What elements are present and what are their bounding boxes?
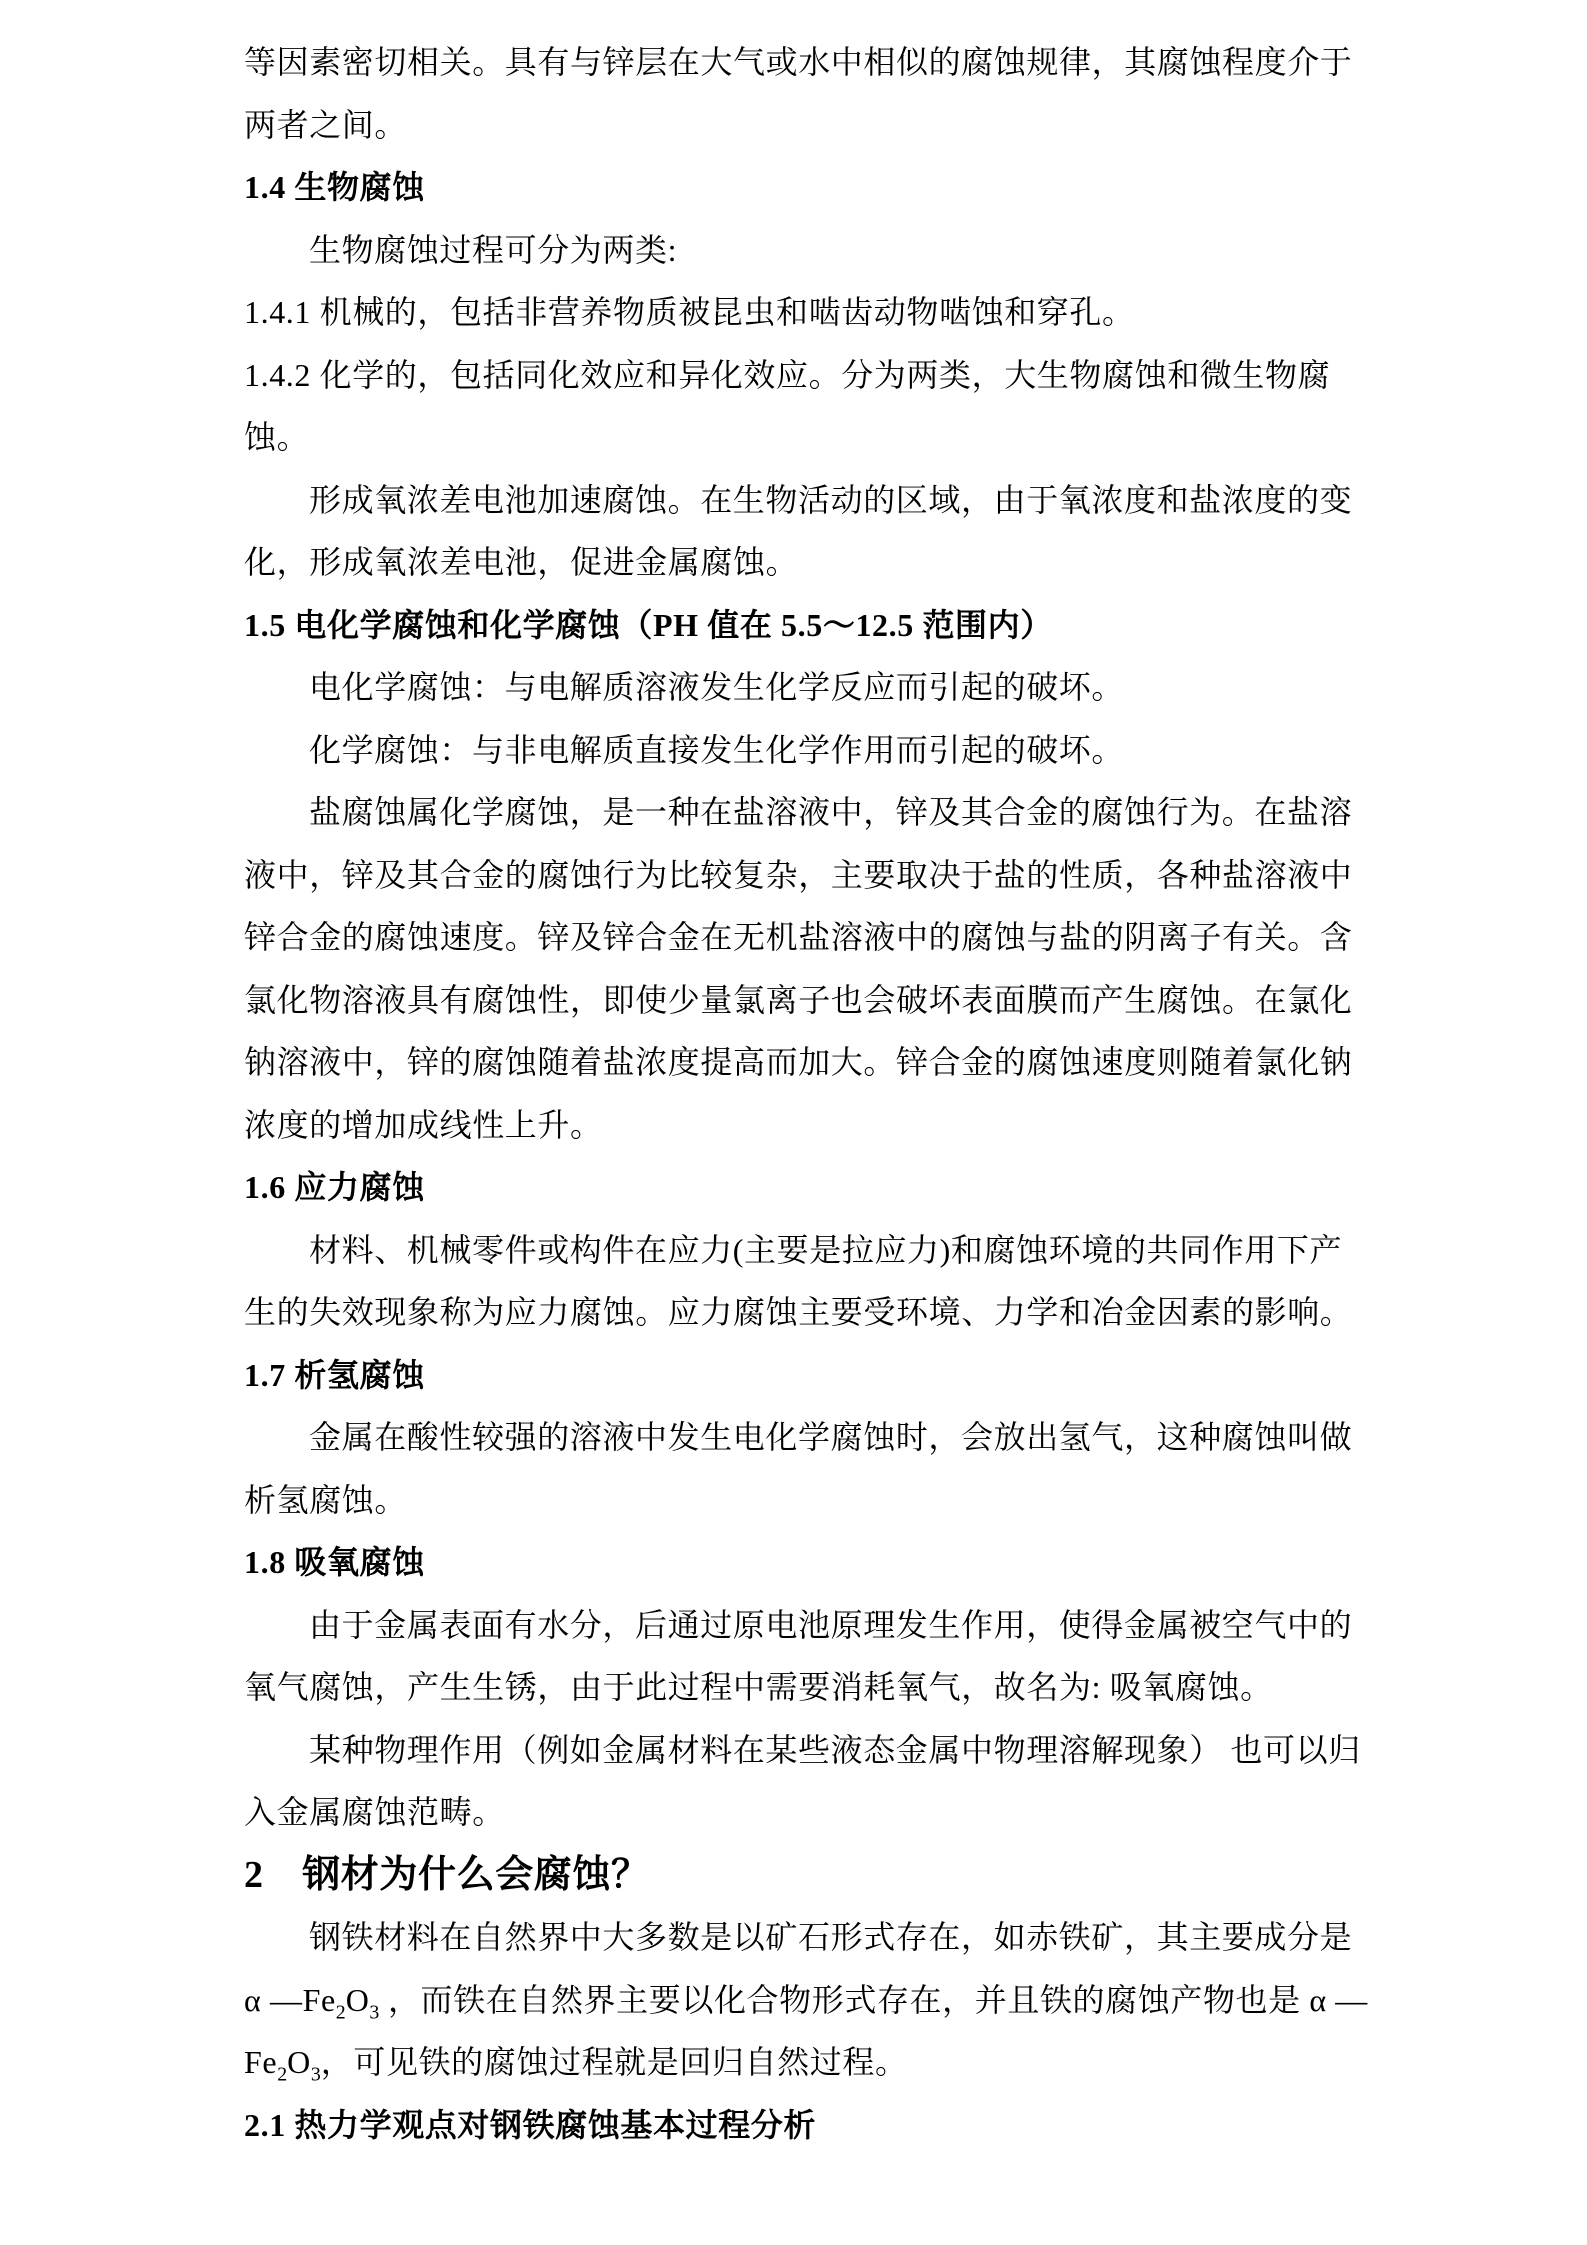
paragraph-line: 等因素密切相关。具有与锌层在大气或水中相似的腐蚀规律，其腐蚀程度介于 xyxy=(244,44,1353,80)
heading-1-4: 1.4 生物腐蚀 xyxy=(244,169,425,205)
paragraph-line: 某种物理作用（例如金属材料在某些液态金属中物理溶解现象） 也可以归 xyxy=(309,1731,1361,1768)
paragraph-line: 由于金属表面有水分，后通过原电池原理发生作用，使得金属被空气中的 xyxy=(309,1606,1353,1643)
paragraph-line: 化学腐蚀：与非电解质直接发生化学作用而引起的破坏。 xyxy=(309,731,1125,768)
heading-1-6: 1.6 应力腐蚀 xyxy=(244,1169,425,1205)
formula-subscript: 3 xyxy=(369,2000,380,2023)
paragraph-line: 电化学腐蚀：与电解质溶液发生化学反应而引起的破坏。 xyxy=(309,669,1125,705)
formula-text: Fe xyxy=(244,2044,278,2080)
heading-2-1: 2.1 热力学观点对钢铁腐蚀基本过程分析 xyxy=(244,2106,817,2143)
formula-text: α — xyxy=(244,1981,303,2018)
paragraph-line: 生物腐蚀过程可分为两类: xyxy=(309,231,678,268)
paragraph-line: 液中，锌及其合金的腐蚀行为比较复杂，主要取决于盐的性质，各种盐溶液中 xyxy=(244,856,1353,893)
paragraph-line-formula xyxy=(244,1969,1368,2032)
paragraph-line-formula xyxy=(244,2031,1359,2094)
formula-text: ，可见铁的腐蚀过程就是回归自然过程。 xyxy=(320,2044,908,2080)
formula-text: ，而铁在自然界主要以化合物形式存在，并且铁的腐蚀产物也是 α — xyxy=(379,1981,1368,2018)
formula-subscript: 2 xyxy=(335,2000,346,2023)
heading-1-8: 1.8 吸氧腐蚀 xyxy=(244,1544,425,1580)
paragraph-line: 形成氧浓差电池加速腐蚀。在生物活动的区域，由于氧浓度和盐浓度的变 xyxy=(309,481,1353,518)
paragraph-line: 生的失效现象称为应力腐蚀。应力腐蚀主要受环境、力学和冶金因素的影响。 xyxy=(244,1294,1353,1330)
list-item-1-4-1: 1.4.1 机械的，包括非营养物质被昆虫和啮齿动物啮蚀和穿孔。 xyxy=(244,294,1135,330)
heading-1-7: 1.7 析氢腐蚀 xyxy=(244,1356,425,1393)
paragraph-line: 化，形成氧浓差电池，促进金属腐蚀。 xyxy=(244,544,799,580)
paragraph-line: 两者之间。 xyxy=(244,106,408,143)
paragraph-line: 锌合金的腐蚀速度。锌及锌合金在无机盐溶液中的腐蚀与盐的阴离子有关。含 xyxy=(244,919,1353,955)
paragraph-line: 氧气腐蚀，产生生锈，由于此过程中需要消耗氧气，故名为: 吸氧腐蚀。 xyxy=(244,1669,1273,1705)
paragraph-line: 钢铁材料在自然界中大多数是以矿石形式存在，如赤铁矿，其主要成分是 xyxy=(309,1919,1353,1955)
list-item-1-4-2: 1.4.2 化学的，包括同化效应和异化效应。分为两类，大生物腐蚀和微生物腐 xyxy=(244,356,1331,393)
paragraph-line: 蚀。 xyxy=(244,419,310,455)
formula-text: Fe xyxy=(302,1981,336,2018)
paragraph-line: 金属在酸性较强的溶液中发生电化学腐蚀时，会放出氢气，这种腐蚀叫做 xyxy=(309,1419,1353,1455)
heading-2: 2 钢材为什么会腐蚀？ xyxy=(244,1853,650,1896)
paragraph-line: 浓度的增加成线性上升。 xyxy=(244,1106,603,1143)
formula-text: O xyxy=(345,1981,370,2018)
formula-subscript: 2 xyxy=(277,2063,288,2086)
formula-text: O xyxy=(287,2044,311,2080)
paragraph-line: 氯化物溶液具有腐蚀性，即使少量氯离子也会破坏表面膜而产生腐蚀。在氯化 xyxy=(244,981,1353,1018)
paragraph-line: 盐腐蚀属化学腐蚀，是一种在盐溶液中，锌及其合金的腐蚀行为。在盐溶 xyxy=(309,794,1353,830)
formula-subscript: 3 xyxy=(310,2063,321,2086)
paragraph-line: 入金属腐蚀范畴。 xyxy=(244,1794,505,1830)
paragraph-line: 钠溶液中，锌的腐蚀随着盐浓度提高而加大。锌合金的腐蚀速度则随着氯化钠 xyxy=(244,1044,1353,1080)
paragraph-line: 析氢腐蚀。 xyxy=(244,1481,408,1518)
heading-1-5: 1.5 电化学腐蚀和化学腐蚀（PH 值在 5.5～12.5 范围内） xyxy=(244,606,1053,643)
paragraph-line: 材料、机械零件或构件在应力(主要是拉应力)和腐蚀环境的共同作用下产 xyxy=(309,1231,1343,1268)
